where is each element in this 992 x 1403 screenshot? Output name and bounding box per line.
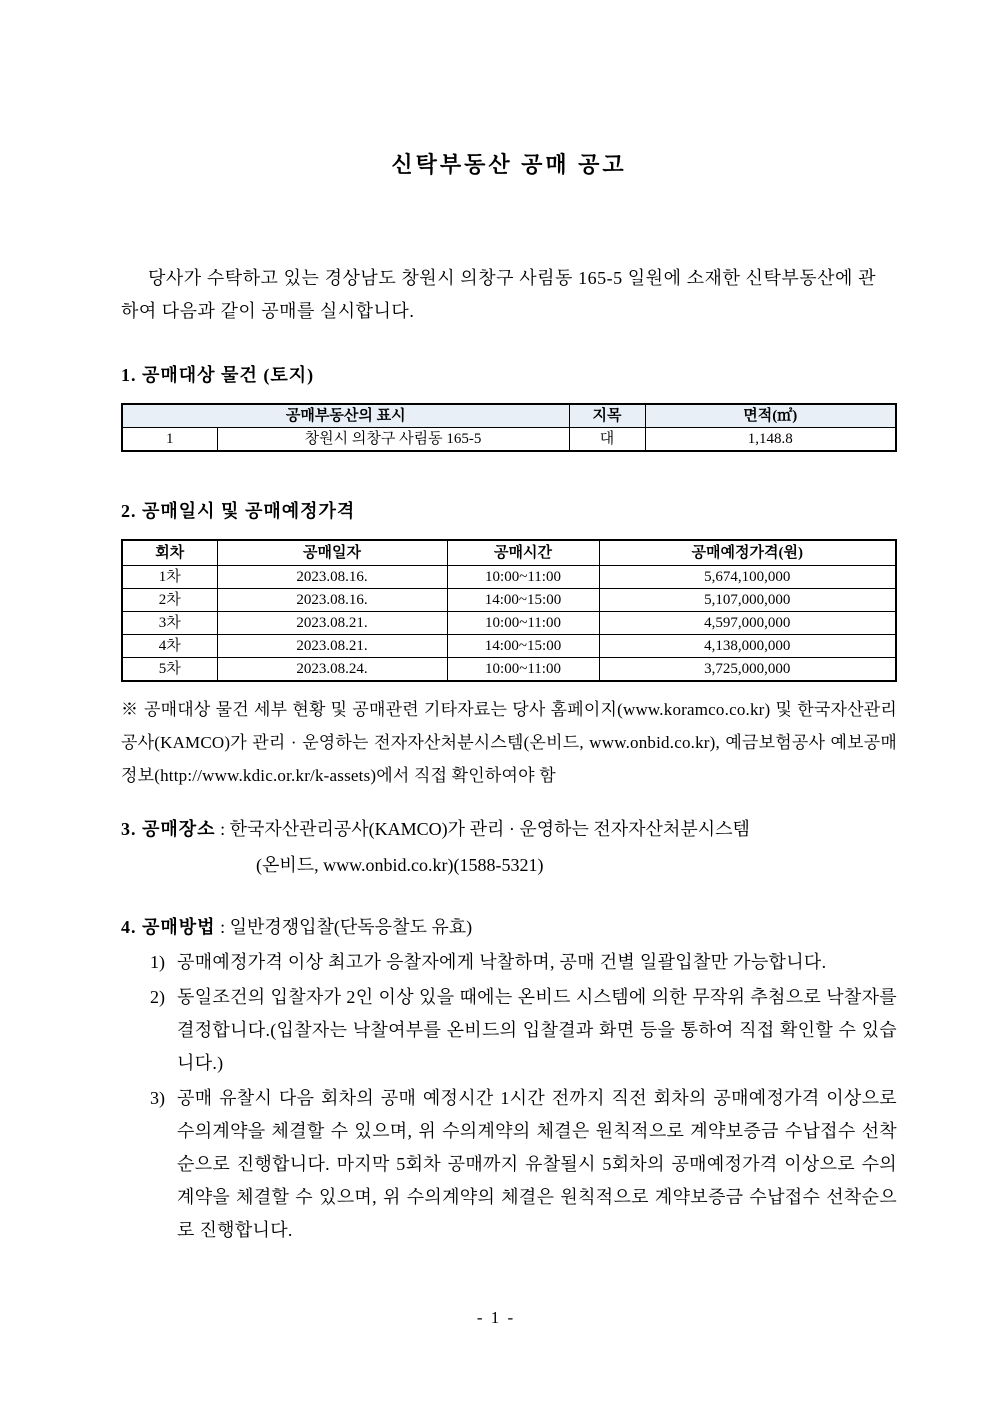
item-number: 1): [150, 952, 165, 972]
land-category-cell: 대: [569, 428, 645, 452]
col-header-land-category: 지목: [569, 404, 645, 428]
time-cell: 14:00~15:00: [447, 589, 599, 612]
section3-line2: (온비드, www.onbid.co.kr)(1588-5321): [256, 855, 544, 875]
method-item: [150, 981, 897, 1080]
col-header-auction-time: 공매시간: [447, 540, 599, 566]
section4-auction-method: [121, 911, 897, 1247]
schedule-row: [122, 612, 896, 635]
area-cell: 1,148.8: [645, 428, 896, 452]
date-cell: 2023.08.24.: [217, 658, 447, 682]
section3-separator: :: [215, 819, 230, 839]
property-address-cell: 창원시 의창구 사림동 165-5: [217, 428, 569, 452]
col-header-expected-price: 공매예정가격(원): [599, 540, 896, 566]
time-cell: 10:00~11:00: [447, 612, 599, 635]
item-text: 동일조건의 입찰자가 2인 이상 있을 때에는 온비드 시스템에 의한 무작위 추첨으로 낙찰자를 결정합니다.(입찰자는 낙찰여부를 온비드의 입찰결과 화면 등을 통하여 직접 확인할 수 있습니다.): [177, 987, 897, 1073]
time-cell: 10:00~11:00: [447, 566, 599, 589]
date-cell: 2023.08.21.: [217, 635, 447, 658]
price-cell: 4,597,000,000: [599, 612, 896, 635]
section4-separator: :: [215, 917, 230, 937]
property-number-cell: 1: [122, 428, 217, 452]
round-cell: 4차: [122, 635, 217, 658]
property-table-row: [122, 428, 896, 452]
date-cell: 2023.08.16.: [217, 566, 447, 589]
reference-note: ※ 공매대상 물건 세부 현황 및 공매관련 기타자료는 당사 홈페이지(www.koramco.co.kr) 및 한국자산관리공사(KAMCO)가 관리 · 운영하는 전자자산처분시스템(온비드, www.onbid.co.kr), 예금보험공사 예보공매정보(http://www.kdic.or.kr/k-assets)에서 직접 확인하여야 함: [121, 700, 897, 785]
schedule-row: [122, 658, 896, 682]
section4-value: 일반경쟁입찰(단독응찰도 유효): [229, 917, 473, 937]
intro-paragraph: 당사가 수탁하고 있는 경상남도 창원시 의창구 사림동 165-5 일원에 소재한 신탁부동산에 관하여 다음과 같이 공매를 실시합니다.: [121, 268, 876, 321]
section3-line1: [121, 811, 897, 847]
page-title: 신탁부동산 공매 공고: [391, 152, 627, 177]
item-text: 공매예정가격 이상 최고가 응찰자에게 낙찰하며, 공매 건별 일괄입찰만 가능합니다.: [177, 952, 827, 972]
time-cell: 14:00~15:00: [447, 635, 599, 658]
method-item: [150, 1082, 897, 1247]
item-number: 2): [150, 987, 165, 1007]
section3-auction-place: [121, 811, 897, 883]
page-number: - 1 -: [476, 1308, 516, 1327]
section4-heading-line: [121, 911, 897, 944]
section2-heading: 2. 공매일시 및 공매예정가격: [121, 501, 356, 521]
date-cell: 2023.08.21.: [217, 612, 447, 635]
col-header-auction-date: 공매일자: [217, 540, 447, 566]
price-cell: 5,107,000,000: [599, 589, 896, 612]
price-cell: 4,138,000,000: [599, 635, 896, 658]
section4-label: 4. 공매방법: [121, 917, 216, 937]
property-table: [121, 403, 897, 452]
time-cell: 10:00~11:00: [447, 658, 599, 682]
schedule-row: [122, 566, 896, 589]
section3-label: 3. 공매장소: [121, 819, 216, 839]
price-cell: 3,725,000,000: [599, 658, 896, 682]
schedule-row: [122, 589, 896, 612]
property-table-header-row: [122, 404, 896, 428]
auction-schedule-table: [121, 539, 897, 682]
col-header-round: 회차: [122, 540, 217, 566]
date-cell: 2023.08.16.: [217, 589, 447, 612]
round-cell: 1차: [122, 566, 217, 589]
round-cell: 2차: [122, 589, 217, 612]
section3-value: 한국자산관리공사(KAMCO)가 관리 · 운영하는 전자자산처분시스템: [229, 819, 750, 839]
schedule-table-header-row: [122, 540, 896, 566]
item-text: 공매 유찰시 다음 회차의 공매 예정시간 1시간 전까지 직전 회차의 공매예정가격 이상으로 수의계약을 체결할 수 있으며, 위 수의계약의 체결은 원칙적으로 계약보증금 수납접수 선착순으로 진행합니다. 마지막 5회차 공매까지 유찰될시 5회차의 공매예정가격 이상으로 수의계약을 체결할 수 있으며, 위 수의계약의 체결은 원칙적으로 계약보증금 수납접수 선착순으로 진행합니다.: [177, 1088, 897, 1240]
section1-heading: 1. 공매대상 물건 (토지): [121, 365, 315, 385]
round-cell: 5차: [122, 658, 217, 682]
price-cell: 5,674,100,000: [599, 566, 896, 589]
col-header-area: 면적(㎡): [645, 404, 896, 428]
col-header-property-description: 공매부동산의 표시: [122, 404, 569, 428]
item-number: 3): [150, 1088, 165, 1108]
schedule-row: [122, 635, 896, 658]
method-item: [150, 946, 897, 979]
round-cell: 3차: [122, 612, 217, 635]
